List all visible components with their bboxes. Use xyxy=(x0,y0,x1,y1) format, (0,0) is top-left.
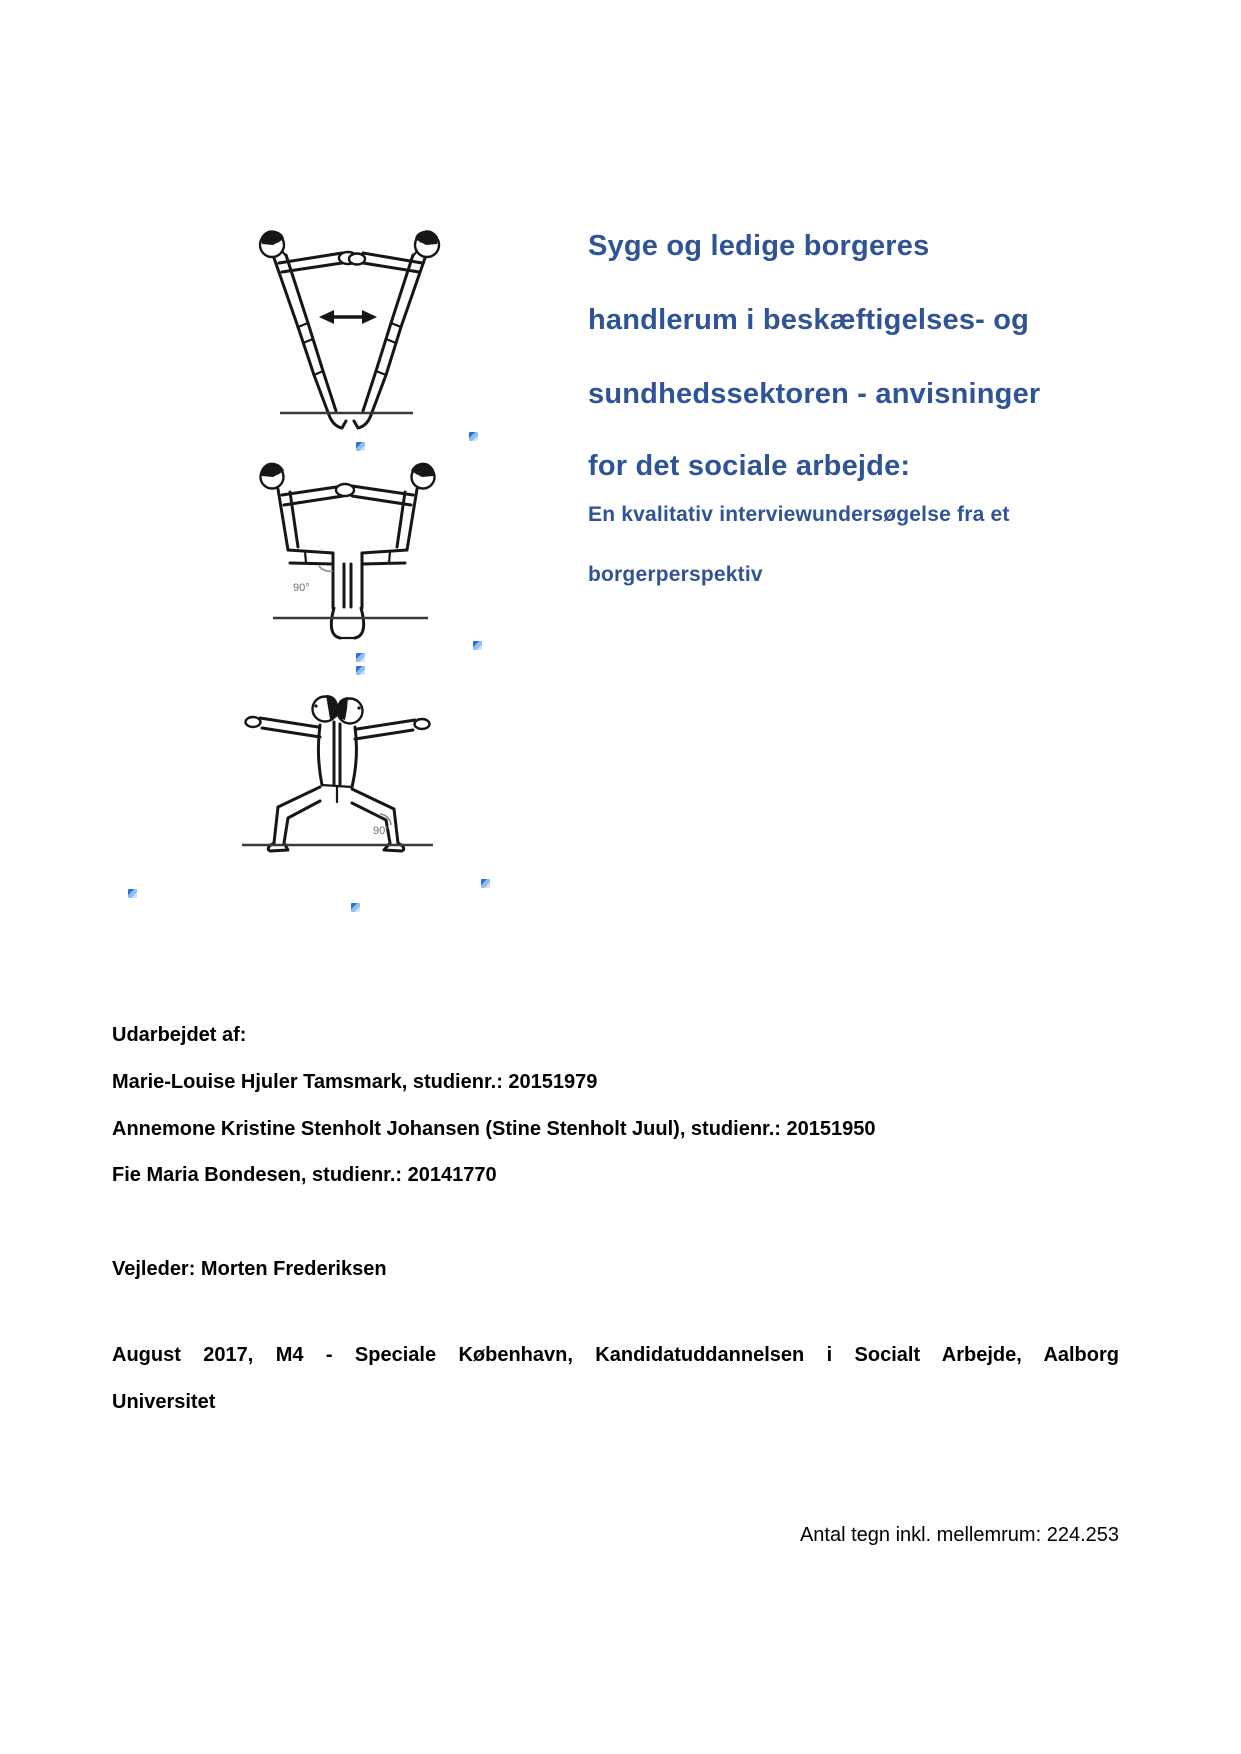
byline-heading: Udarbejdet af: xyxy=(112,1024,247,1046)
clasped-hands xyxy=(336,484,354,496)
thesis-subtitle-line: En kvalitativ interviewundersøgelse fra et xyxy=(588,503,1010,526)
illustration-partner-lean-stretch xyxy=(240,225,450,437)
thesis-title-line: sundhedssektoren - anvisninger xyxy=(588,378,1041,410)
thesis-title-line: Syge og ledige borgeres xyxy=(588,230,930,262)
stance-figure-left xyxy=(246,695,339,851)
character-count-line: Antal tegn inkl. mellemrum: 224.253 xyxy=(799,1524,1119,1546)
image-anchor-icon xyxy=(481,879,490,888)
thesis-title-line: handlerum i beskæftigelses- og xyxy=(588,304,1030,336)
partner-squat-figure-right xyxy=(351,463,435,638)
image-anchor-icon xyxy=(469,432,478,441)
author-line: Marie-Louise Hjuler Tamsmark, studienr.: 20151979 xyxy=(112,1071,598,1093)
thesis-title-line: for det sociale arbejde: xyxy=(588,450,911,482)
image-anchor-icon xyxy=(356,666,365,675)
illustration-back-to-back-stance xyxy=(230,685,445,865)
image-anchor-icon xyxy=(356,653,365,662)
partner-lean-figure-left xyxy=(260,230,346,428)
angle-label: 90° xyxy=(373,825,390,837)
partner-lean-figure-right xyxy=(354,230,439,428)
stance-figure-right xyxy=(337,697,430,851)
image-anchor-icon xyxy=(356,442,365,451)
author-line: Fie Maria Bondesen, studienr.: 20141770 xyxy=(112,1164,497,1186)
partner-squat-figure-left xyxy=(261,463,345,638)
image-anchor-icon xyxy=(351,903,360,912)
illustration-partner-squat xyxy=(245,450,450,645)
image-anchor-icon xyxy=(128,889,137,898)
author-line: Annemone Kristine Stenholt Johansen (Stine Stenholt Juul), studienr.: 20151950 xyxy=(112,1118,876,1140)
supervisor-line: Vejleder: Morten Frederiksen xyxy=(112,1258,387,1280)
double-arrow-icon xyxy=(319,310,377,324)
submission-line: Universitet xyxy=(112,1391,216,1413)
angle-label: 90° xyxy=(293,582,310,594)
submission-line: August 2017, M4 - Speciale København, Kandidatuddannelsen i Socialt Arbejde, Aalborg xyxy=(112,1344,1119,1366)
image-anchor-icon xyxy=(473,641,482,650)
thesis-subtitle-line: borgerperspektiv xyxy=(588,563,763,586)
